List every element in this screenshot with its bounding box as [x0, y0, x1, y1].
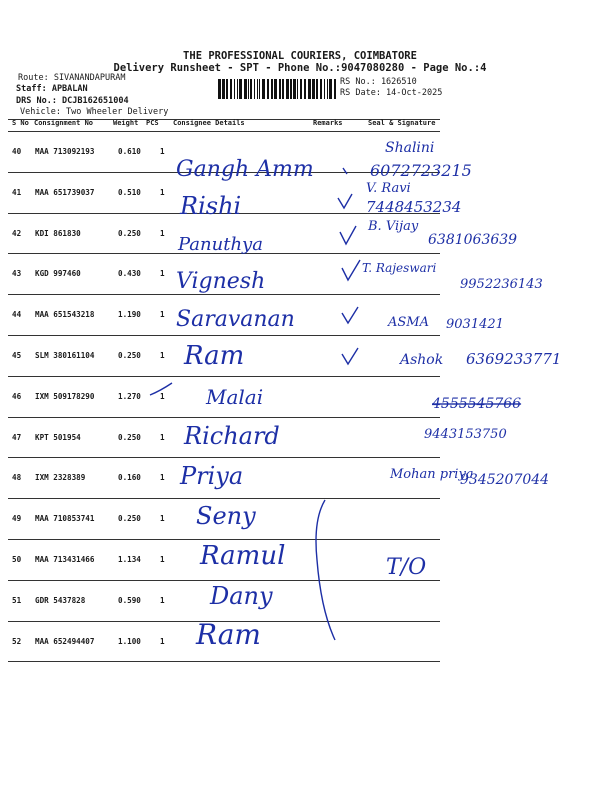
hw-name-49: Seny: [196, 502, 256, 530]
row-weight: 1.270: [118, 391, 141, 401]
hw-signature-42: B. Vijay: [368, 219, 419, 234]
row-sno: 48: [12, 473, 22, 483]
row-sno: 45: [12, 351, 22, 360]
row-pcs: 1: [160, 555, 165, 564]
row-consignment-no: GDR 5437828: [35, 595, 86, 605]
hw-phone-40: 6072723215: [370, 161, 472, 180]
col-seal-header: Seal & Signature: [368, 119, 436, 127]
row-pcs: 1: [160, 147, 165, 156]
row-divider: [8, 661, 440, 662]
table-row: [8, 540, 440, 580]
hw-signature-44: ASMA: [388, 315, 429, 330]
row-weight: 0.510: [118, 187, 141, 197]
hw-name-41: Rishi: [180, 192, 242, 220]
hw-phone-46: 6369233771: [466, 350, 562, 368]
row-sno: 50: [12, 555, 22, 564]
row-consignment-no: KPT 501954: [35, 432, 81, 442]
table-row: [8, 418, 440, 458]
row-consignment-no: MAA 651739037: [35, 187, 95, 197]
hw-remark-note: T/O: [386, 555, 427, 580]
row-pcs: 1: [160, 473, 165, 483]
row-weight: 0.610: [118, 147, 141, 156]
row-pcs: 1: [160, 187, 165, 197]
table-row: [8, 377, 440, 417]
table-row: [8, 581, 440, 621]
drs-number: DRS No.: DCJB162651004: [16, 96, 129, 106]
hw-name-46: Malai: [206, 385, 264, 409]
row-pcs: 1: [160, 595, 165, 605]
hw-signature-41: V. Ravi: [366, 181, 411, 196]
col-consignee-header: Consignee Details: [173, 119, 245, 127]
table-row: [8, 132, 440, 172]
col-remarks-header: Remarks: [313, 119, 343, 127]
row-weight: 0.430: [118, 269, 141, 279]
company-title: THE PROFESSIONAL COURIERS, COIMBATORE: [183, 50, 417, 62]
runsheet-subtitle: Delivery Runsheet - SPT - Phone No.:9047080280 - Page No.:4: [113, 62, 487, 74]
hw-name-40: Gangh Amm: [176, 157, 314, 182]
vehicle-label: Vehicle: Two Wheeler Delivery: [20, 107, 169, 117]
row-consignment-no: IXM 509178290: [35, 391, 95, 401]
barcode-image: [218, 79, 336, 99]
rs-date: RS Date: 14-Oct-2025: [340, 88, 443, 98]
row-weight: 0.250: [118, 432, 141, 442]
row-sno: 44: [12, 310, 22, 320]
rs-number: RS No.: 1626510: [340, 77, 417, 87]
col-consignment-header: Consignment No: [34, 119, 94, 127]
row-sno: 49: [12, 514, 22, 524]
col-pcs-header: PCS: [146, 119, 159, 127]
hw-name-44: Saravanan: [176, 307, 295, 332]
hw-name-50: Ramul: [200, 541, 286, 571]
row-sno: 47: [12, 432, 22, 442]
row-consignment-no: MAA 713092193: [35, 147, 95, 156]
hw-name-52: Ram: [196, 618, 261, 651]
table-row: [8, 336, 440, 376]
route-label: Route: SIVANANDAPURAM: [18, 73, 126, 83]
hw-name-42: Panuthya: [178, 234, 263, 255]
hw-signature-40: Shalini: [385, 140, 435, 156]
table-row: [8, 458, 440, 498]
row-consignment-no: SLM 380161104: [35, 351, 95, 360]
hw-phone-47: 9443153750: [424, 427, 507, 442]
hw-name-47: Richard: [184, 422, 280, 450]
row-weight: 0.590: [118, 595, 141, 605]
row-sno: 46: [12, 391, 22, 401]
col-sno-header: S No: [12, 119, 29, 127]
hw-phone-43: 9952236143: [460, 277, 543, 292]
row-weight: 1.100: [118, 636, 141, 646]
row-pcs: 1: [160, 636, 165, 646]
hw-phone-41: 7448453234: [366, 198, 462, 216]
row-sno: 41: [12, 187, 22, 197]
hw-name-48: Priya: [180, 462, 244, 490]
row-consignment-no: KDI 861830: [35, 228, 81, 238]
table-row: [8, 254, 440, 294]
hw-phone-44: 9031421: [446, 317, 504, 332]
row-consignment-no: KGD 997460: [35, 269, 81, 279]
row-pcs: 1: [160, 351, 165, 360]
row-sno: 51: [12, 595, 22, 605]
table-row: [8, 622, 440, 662]
row-weight: 1.190: [118, 310, 141, 320]
row-consignment-no: MAA 710853741: [35, 514, 95, 524]
row-weight: 0.250: [118, 514, 141, 524]
col-weight-header: Weight: [113, 119, 139, 127]
row-weight: 0.250: [118, 228, 141, 238]
table-row: [8, 499, 440, 539]
row-consignment-no: MAA 651543218: [35, 310, 95, 320]
hw-signature-48: Mohan priya: [390, 467, 474, 482]
row-weight: 0.250: [118, 351, 141, 360]
staff-label: Staff: APBALAN: [16, 84, 88, 94]
row-sno: 52: [12, 636, 22, 646]
hw-name-51: Dany: [210, 582, 273, 610]
row-weight: 0.160: [118, 473, 141, 483]
row-pcs: 1: [160, 391, 165, 401]
row-consignment-no: IXM 2328389: [35, 473, 86, 483]
hw-phone-48: 9345207044: [460, 472, 550, 488]
row-sno: 43: [12, 269, 22, 279]
row-weight: 1.134: [118, 555, 141, 564]
table-row: [8, 173, 440, 213]
hw-signature-43: T. Rajeswari: [362, 261, 437, 275]
hw-phone-47-struck: 4555545766: [432, 396, 522, 412]
row-pcs: 1: [160, 514, 165, 524]
table-row: [8, 214, 440, 254]
row-sno: 40: [12, 147, 22, 156]
table-row: [8, 295, 440, 335]
row-consignment-no: MAA 652494407: [35, 636, 95, 646]
row-pcs: 1: [160, 432, 165, 442]
row-pcs: 1: [160, 228, 165, 238]
row-consignment-no: MAA 713431466: [35, 555, 95, 564]
hw-signature-46: Ashok: [400, 352, 444, 368]
hw-name-45: Ram: [184, 341, 245, 371]
row-sno: 42: [12, 228, 22, 238]
row-pcs: 1: [160, 269, 165, 279]
hw-phone-42: 6381063639: [428, 232, 518, 248]
hw-name-43: Vignesh: [176, 269, 266, 294]
row-pcs: 1: [160, 310, 165, 320]
